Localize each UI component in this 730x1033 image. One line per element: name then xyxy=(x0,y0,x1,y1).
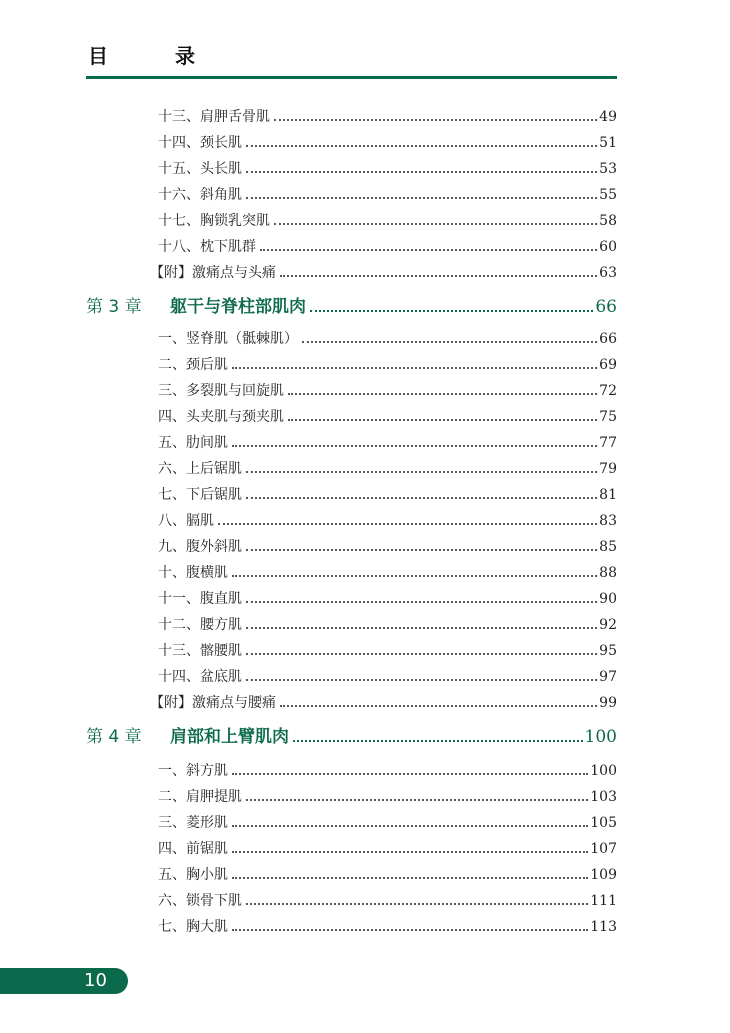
page-number: 10 xyxy=(84,970,107,991)
toc-entry-row[interactable] xyxy=(158,402,617,426)
dot-leader xyxy=(280,275,597,277)
toc-entry-row[interactable] xyxy=(158,808,617,832)
toc-entry-row[interactable] xyxy=(158,506,617,530)
dot-leader xyxy=(246,471,597,473)
toc-page-number: 72 xyxy=(599,383,617,399)
toc-page-number: 92 xyxy=(599,617,617,633)
toc-entry-row[interactable] xyxy=(158,834,617,858)
toc-label: 七、胸大肌 xyxy=(158,919,228,935)
toc-entry-row[interactable] xyxy=(158,232,617,256)
toc-entry-row[interactable] xyxy=(158,782,617,806)
toc-page-number: 63 xyxy=(599,265,617,281)
dot-leader xyxy=(310,310,593,312)
toc-entry-row[interactable] xyxy=(158,128,617,152)
toc-label: 躯干与脊柱部肌肉 xyxy=(170,297,306,317)
toc-entry-row[interactable] xyxy=(158,154,617,178)
page-header-title: 目 录 xyxy=(88,44,225,68)
toc-chapter-row[interactable] xyxy=(86,722,617,748)
toc-label: 十三、髂腰肌 xyxy=(158,643,242,659)
dot-leader xyxy=(246,679,597,681)
toc-label: 一、斜方肌 xyxy=(158,763,228,779)
dot-leader xyxy=(280,705,597,707)
toc-page-number: 105 xyxy=(590,815,617,831)
toc-page-number: 69 xyxy=(599,357,617,373)
toc-label: 四、头夹肌与颈夹肌 xyxy=(158,409,284,425)
toc-label: 五、胸小肌 xyxy=(158,867,228,883)
toc-entry-row[interactable] xyxy=(158,324,617,348)
dot-leader xyxy=(246,549,597,551)
toc-label: 五、肋间肌 xyxy=(158,435,228,451)
dot-leader xyxy=(246,145,597,147)
toc-chapter-row[interactable] xyxy=(86,292,617,318)
toc-label: 十六、斜角肌 xyxy=(158,187,242,203)
toc-page-number: 51 xyxy=(599,135,617,151)
toc-page-number: 60 xyxy=(599,239,617,255)
page-number-tab xyxy=(0,968,128,994)
dot-leader xyxy=(274,223,597,225)
dot-leader xyxy=(293,740,583,742)
dot-leader xyxy=(274,119,597,121)
toc-page-number: 66 xyxy=(595,297,617,317)
toc-page-number: 103 xyxy=(590,789,617,805)
toc-page-number: 99 xyxy=(599,695,617,711)
toc-page-number: 81 xyxy=(599,487,617,503)
toc-label: 四、前锯肌 xyxy=(158,841,228,857)
toc-appendix-row[interactable] xyxy=(150,258,617,282)
toc-label: 一、竖脊肌（骶棘肌） xyxy=(158,331,298,347)
toc-page-number: 79 xyxy=(599,461,617,477)
toc-entry-row[interactable] xyxy=(158,480,617,504)
dot-leader xyxy=(288,393,597,395)
toc-label: 三、多裂肌与回旋肌 xyxy=(158,383,284,399)
toc-page-number: 85 xyxy=(599,539,617,555)
toc-entry-row[interactable] xyxy=(158,558,617,582)
dot-leader xyxy=(232,575,597,577)
toc-label: 十四、颈长肌 xyxy=(158,135,242,151)
toc-entry-row[interactable] xyxy=(158,610,617,634)
toc-label: 六、锁骨下肌 xyxy=(158,893,242,909)
chapter-number: 第 4 章 xyxy=(86,727,142,747)
toc-page-number: 75 xyxy=(599,409,617,425)
dot-leader xyxy=(260,249,597,251)
toc-page-number: 100 xyxy=(584,727,617,747)
toc-page-number: 111 xyxy=(590,893,617,909)
toc-label: 【附】激痛点与头痛 xyxy=(150,265,276,281)
toc-page-number: 95 xyxy=(599,643,617,659)
toc-label: 十五、头长肌 xyxy=(158,161,242,177)
dot-leader xyxy=(232,929,588,931)
toc-label: 【附】激痛点与腰痛 xyxy=(150,695,276,711)
toc-entry-row[interactable] xyxy=(158,912,617,936)
toc-entry-row[interactable] xyxy=(158,206,617,230)
toc-page-number: 53 xyxy=(599,161,617,177)
toc-appendix-row[interactable] xyxy=(150,688,617,712)
chapter-number: 第 3 章 xyxy=(86,297,142,317)
dot-leader xyxy=(232,445,597,447)
toc-label: 十二、腰方肌 xyxy=(158,617,242,633)
toc-page-number: 58 xyxy=(599,213,617,229)
dot-leader xyxy=(288,419,597,421)
dot-leader xyxy=(246,653,597,655)
toc-label: 三、菱形肌 xyxy=(158,815,228,831)
toc-page-number: 100 xyxy=(590,763,617,779)
toc-entry-row[interactable] xyxy=(158,454,617,478)
toc-page-number: 113 xyxy=(590,919,617,935)
toc-label: 二、颈后肌 xyxy=(158,357,228,373)
toc-page-number: 107 xyxy=(590,841,617,857)
toc-entry-row[interactable] xyxy=(158,886,617,910)
toc-page-number: 49 xyxy=(599,109,617,125)
toc-entry-row[interactable] xyxy=(158,532,617,556)
toc-label: 十八、枕下肌群 xyxy=(158,239,256,255)
toc-entry-row[interactable] xyxy=(158,860,617,884)
toc-entry-row[interactable] xyxy=(158,662,617,686)
toc-page-number: 83 xyxy=(599,513,617,529)
toc-page-number: 55 xyxy=(599,187,617,203)
dot-leader xyxy=(232,851,588,853)
toc-page-number: 88 xyxy=(599,565,617,581)
toc-label: 十七、胸锁乳突肌 xyxy=(158,213,270,229)
toc-entry-row[interactable] xyxy=(158,756,617,780)
toc-label: 十三、肩胛舌骨肌 xyxy=(158,109,270,125)
toc-entry-row[interactable] xyxy=(158,428,617,452)
toc-page-number: 77 xyxy=(599,435,617,451)
dot-leader xyxy=(246,197,597,199)
dot-leader xyxy=(246,903,588,905)
dot-leader xyxy=(246,171,597,173)
toc-label: 二、肩胛提肌 xyxy=(158,789,242,805)
toc-page-number: 90 xyxy=(599,591,617,607)
toc-entry-row[interactable] xyxy=(158,180,617,204)
toc-label: 肩部和上臂肌肉 xyxy=(170,727,289,747)
dot-leader xyxy=(218,523,597,525)
dot-leader xyxy=(232,773,588,775)
toc-page-number: 97 xyxy=(599,669,617,685)
dot-leader xyxy=(232,877,588,879)
toc-label: 九、腹外斜肌 xyxy=(158,539,242,555)
toc-label: 十一、腹直肌 xyxy=(158,591,242,607)
dot-leader xyxy=(246,627,597,629)
dot-leader xyxy=(246,497,597,499)
toc-label: 七、下后锯肌 xyxy=(158,487,242,503)
toc-entry-row[interactable] xyxy=(158,636,617,660)
toc-entry-row[interactable] xyxy=(158,584,617,608)
toc-entry-row[interactable] xyxy=(158,350,617,374)
toc-label: 八、膈肌 xyxy=(158,513,214,529)
dot-leader xyxy=(232,825,588,827)
dot-leader xyxy=(232,367,597,369)
dot-leader xyxy=(302,341,597,343)
toc-page-number: 66 xyxy=(599,331,617,347)
toc-label: 十四、盆底肌 xyxy=(158,669,242,685)
toc-entry-row[interactable] xyxy=(158,102,617,126)
toc-label: 六、上后锯肌 xyxy=(158,461,242,477)
dot-leader xyxy=(246,601,597,603)
toc-page-number: 109 xyxy=(590,867,617,883)
toc-label: 十、腹横肌 xyxy=(158,565,228,581)
toc-entry-row[interactable] xyxy=(158,376,617,400)
dot-leader xyxy=(246,799,588,801)
